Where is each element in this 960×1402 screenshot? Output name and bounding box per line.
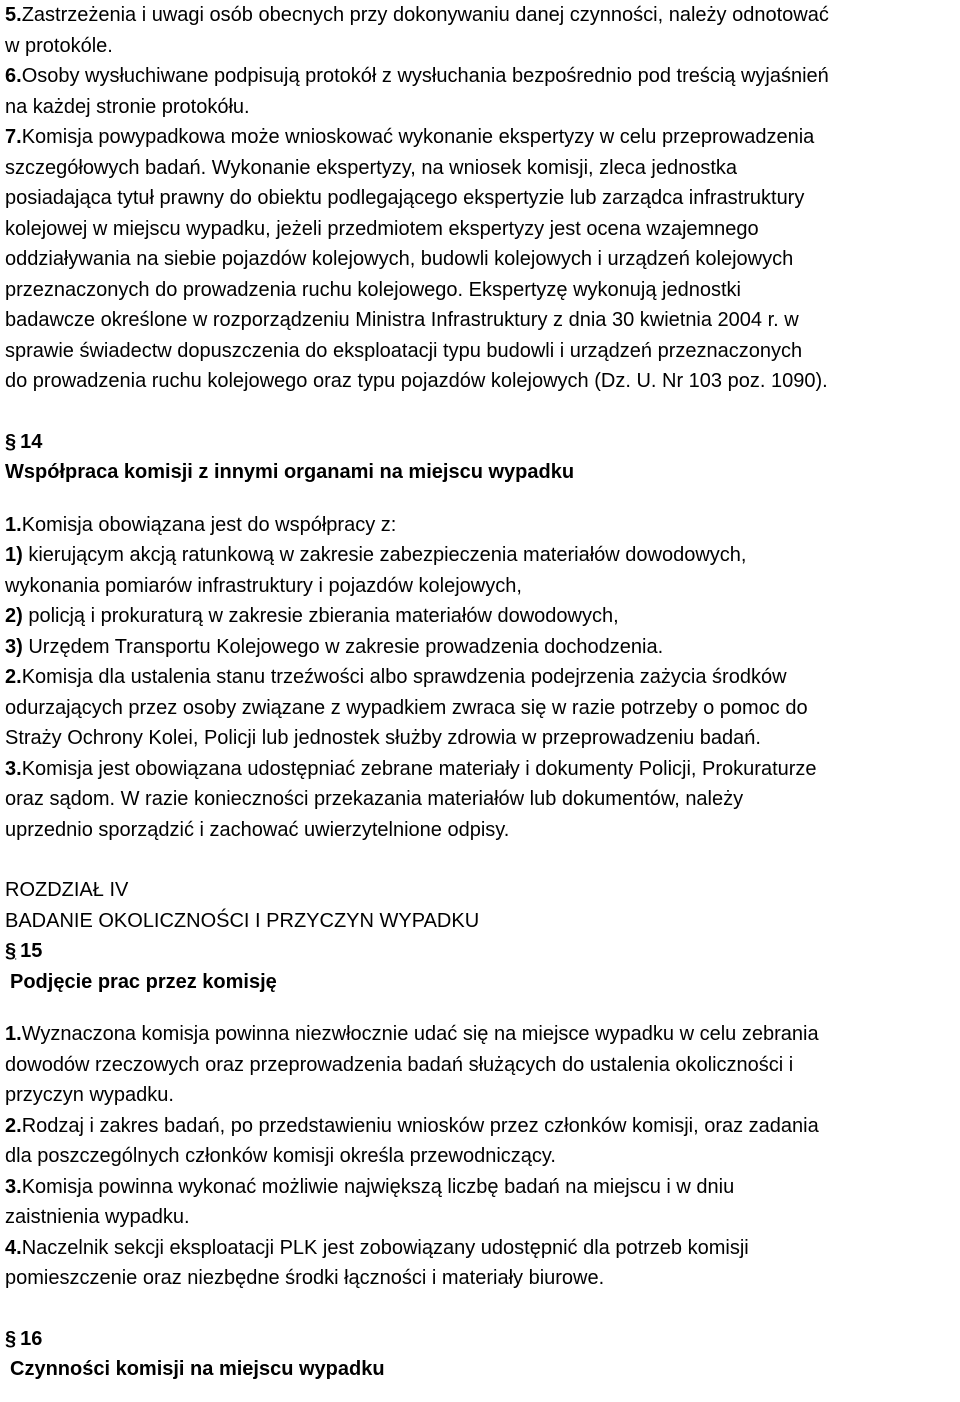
item-7-line-3: posiadająca tytuł prawny do obiektu podlegającego ekspertyzie lub zarządca infrastruktury (5, 187, 805, 209)
p14-item-1-line: 1.Komisja obowiązana jest do współpracy z: (5, 513, 397, 536)
spacer (5, 397, 955, 427)
paragraph-15-title: Podjęcie prac przez komisję (10, 970, 277, 993)
p14-item-3-line-3: uprzednio sporządzić i zachować uwierzytelnione odpisy. (5, 818, 510, 841)
p14-sub-2-line-1: 2) policją i prokuraturą w zakresie zbierania materiałów dowodowych, (5, 605, 619, 627)
paragraph-14-number: § 14 (5, 427, 955, 458)
item-5 (5, 0, 955, 61)
item-7-line-8: sprawie świadectw dopuszczenia do eksploatacji typu budowli i urządzeń przeznaczonych (5, 339, 803, 362)
p15-item-2-line-2: dla poszczególnych członków komisji określa przewodniczący. (5, 1145, 556, 1167)
p15-item-3-line-1: 3.Komisja powinna wykonać możliwie największą liczbę badań na miejscu i w dniu (5, 1175, 735, 1198)
section-symbol: § (5, 1327, 17, 1350)
p14-sub-2 (5, 601, 955, 632)
paragraph-16-title: Czynności komisji na miejscu wypadku (10, 1358, 385, 1380)
item-6-line-2: na każdej stronie protokółu. (5, 95, 250, 118)
item-6 (5, 61, 955, 122)
item-7-line-1: 7.Komisja powypadkowa może wnioskować wykonanie ekspertyzy w celu przeprowadzenia (5, 126, 815, 148)
paragraph-15-number: § 15 (5, 936, 955, 967)
chapter-heading (5, 875, 955, 936)
item-7 (5, 122, 955, 397)
p15-item-4 (5, 1233, 955, 1294)
p14-sub-1-line-2: wykonania pomiarów infrastruktury i pojazdów kolejowych, (5, 574, 522, 597)
p14-item-2-line-3: Straży Ochrony Kolei, Policji lub jednostek służby zdrowia w przeprowadzeniu badań. (5, 727, 761, 749)
spacer (5, 1294, 955, 1324)
p14-item-2-line-2: odurzających przez osoby związane z wypadkiem zwraca się w razie potrzeby o pomoc do (5, 696, 808, 719)
spacer (5, 488, 955, 510)
p15-item-2-line-1: 2.Rodzaj i zakres badań, po przedstawieniu wniosków przez członków komisji, oraz zadania (5, 1114, 819, 1137)
item-7-line-4: kolejowej w miejscu wypadku, jeżeli przedmiotem ekspertyzy jest ocena wzajemnego (5, 217, 759, 240)
item-7-line-5: oddziaływania na siebie pojazdów kolejowych, budowli kolejowych i urządzeń kolejowych (5, 248, 794, 270)
chapter-title: BADANIE OKOLICZNOŚCI I PRZYCZYN WYPADKU (5, 909, 480, 932)
item-7-line-2: szczegółowych badań. Wykonanie ekspertyzy, na wniosek komisji, zleca jednostka (5, 156, 738, 179)
item-7-line-9: do prowadzenia ruchu kolejowego oraz typu pojazdów kolejowych (Dz. U. Nr 103 poz. 1090). (5, 370, 828, 392)
item-5-line-1: 5.Zastrzeżenia i uwagi osób obecnych przy dokonywaniu danej czynności, należy odnotować (5, 4, 829, 26)
item-5-line-2: w protokóle. (5, 34, 113, 57)
paragraph-15-heading (5, 936, 955, 997)
p15-item-1-line-2: dowodów rzeczowych oraz przeprowadzenia badań służących do ustalenia okoliczności i (5, 1053, 794, 1076)
p14-item-3-line-2: oraz sądom. W razie konieczności przekazania materiałów lub dokumentów, należy (5, 788, 744, 810)
p14-sub-3-line-1: 3) Urzędem Transportu Kolejowego w zakresie prowadzenia dochodzenia. (5, 635, 664, 658)
p15-item-4-line-1: 4.Naczelnik sekcji eksploatacji PLK jest zobowiązany udostępnić dla potrzeb komisji (5, 1236, 749, 1259)
p14-sub-1-line-1: 1) kierującym akcją ratunkową w zakresie zabezpieczenia materiałów dowodowych, (5, 544, 747, 566)
item-7-line-7: badawcze określone w rozporządzeniu Ministra Infrastruktury z dnia 30 kwietnia 2004 r. w (5, 309, 799, 331)
p15-item-3-line-2: zaistnienia wypadku. (5, 1206, 190, 1228)
spacer (5, 845, 955, 875)
p15-item-2 (5, 1111, 955, 1172)
p15-item-1-line-1: 1.Wyznaczona komisja powinna niezwłocznie udać się na miejsce wypadku w celu zebrania (5, 1023, 819, 1045)
item-7-line-6: przeznaczonych do prowadzenia ruchu kolejowego. Ekspertyzę wykonują jednostki (5, 278, 741, 301)
p15-item-1 (5, 1019, 955, 1111)
item-6-line-1: 6.Osoby wysłuchiwane podpisują protokół z wysłuchania bezpośrednio pod treścią wyjaśnień (5, 65, 829, 87)
p14-sub-3 (5, 632, 955, 663)
spacer (5, 997, 955, 1019)
p14-item-2-line-1: 2.Komisja dla ustalenia stanu trzeźwości albo sprawdzenia podejrzenia zażycia środków (5, 666, 787, 688)
p15-item-3 (5, 1172, 955, 1233)
p14-item-3-line-1: 3.Komisja jest obowiązana udostępniać zebrane materiały i dokumenty Policji, Prokuraturze (5, 757, 817, 780)
paragraph-16-heading (5, 1324, 955, 1385)
p14-item-2 (5, 662, 955, 754)
p14-item-1 (5, 510, 955, 541)
paragraph-16-number: § 16 (5, 1324, 955, 1355)
section-symbol: § (5, 940, 17, 962)
paragraph-14-heading (5, 427, 955, 488)
p15-item-4-line-2: pomieszczenie oraz niezbędne środki łączności i materiały biurowe. (5, 1267, 605, 1289)
p14-item-3 (5, 754, 955, 846)
p15-item-1-line-3: przyczyn wypadku. (5, 1084, 174, 1106)
section-symbol: § (5, 430, 17, 453)
chapter-label: ROZDZIAŁ IV (5, 879, 129, 901)
p14-sub-1 (5, 540, 955, 601)
paragraph-14-title: Współpraca komisji z innymi organami na miejscu wypadku (5, 461, 575, 483)
